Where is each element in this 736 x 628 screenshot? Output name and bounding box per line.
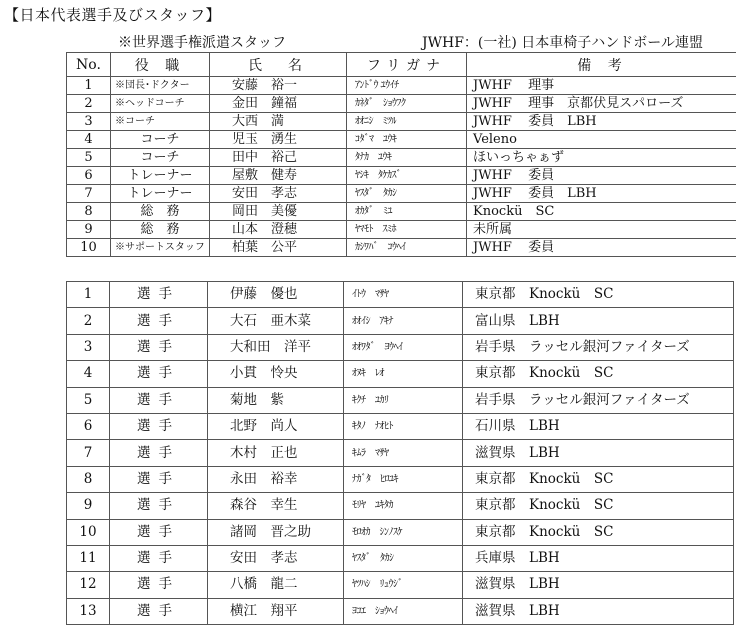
note-cell: JWHF 委員 LBH — [467, 113, 736, 131]
federation-label: JWHF：(一社) 日本車椅子ハンドボール連盟 — [422, 35, 704, 51]
table-row — [67, 413, 734, 439]
role-cell: ※団長･ドクター — [111, 77, 210, 95]
name-cell: 伊藤 優也 — [208, 282, 344, 308]
row-number: 1 — [67, 282, 110, 308]
table-row — [67, 334, 734, 360]
table-row — [67, 203, 736, 221]
table-row — [67, 545, 734, 571]
name-cell: 大石 亜木菜 — [208, 308, 344, 334]
row-number: 5 — [67, 387, 110, 413]
note-cell: JWHF 理事 — [467, 77, 736, 95]
table-row — [67, 308, 734, 334]
furigana-cell: ﾀﾅｶ ﾕｳｷ — [347, 149, 467, 167]
note-cell: JWHF 委員 — [467, 239, 736, 257]
furigana-cell: ﾔｼｷ ﾀｹｶｽﾞ — [347, 167, 467, 185]
role-cell: 選手 — [110, 545, 208, 571]
note-cell: 滋賀県 LBH — [463, 598, 734, 624]
role-cell: ※ヘッドコーチ — [111, 95, 210, 113]
header-name: 氏 名 — [210, 53, 347, 77]
furigana-cell: ｶｼﾜﾊﾞ ｺｳﾍｲ — [347, 239, 467, 257]
furigana-cell: ｷﾑﾗ ﾏｻﾔ — [344, 440, 463, 466]
note-cell: JWHF 理事 京都伏見スパローズ — [467, 95, 736, 113]
table-row — [67, 282, 734, 308]
table-row — [67, 77, 736, 95]
name-cell: 児玉 湧生 — [210, 131, 347, 149]
name-cell: 田中 裕己 — [210, 149, 347, 167]
note-cell: ほいっちゃぁず — [467, 149, 736, 167]
note-cell: 滋賀県 LBH — [463, 440, 734, 466]
role-cell: 選手 — [110, 572, 208, 598]
note-cell: 富山県 LBH — [463, 308, 734, 334]
row-number: 10 — [67, 239, 111, 257]
role-cell: トレーナー — [111, 185, 210, 203]
row-number: 1 — [67, 77, 111, 95]
table-row — [67, 466, 734, 492]
table-row — [67, 113, 736, 131]
note-cell: 滋賀県 LBH — [463, 572, 734, 598]
role-cell: コーチ — [111, 131, 210, 149]
furigana-cell: ｷﾀﾉ ﾅｵﾋﾄ — [344, 413, 463, 439]
furigana-cell: ﾖｺｴ ｼｮｳﾍｲ — [344, 598, 463, 624]
name-cell: 大西 満 — [210, 113, 347, 131]
furigana-cell: ｶﾈﾀﾞ ｼｮｳﾌｸ — [347, 95, 467, 113]
role-cell: 選手 — [110, 334, 208, 360]
furigana-cell: ｷｸﾁ ﾕｶﾘ — [344, 387, 463, 413]
row-number: 12 — [67, 572, 110, 598]
table-row — [67, 185, 736, 203]
row-number: 2 — [67, 308, 110, 334]
row-number: 3 — [67, 334, 110, 360]
note-cell: Veleno — [467, 131, 736, 149]
row-number: 7 — [67, 185, 111, 203]
role-cell: 選手 — [110, 308, 208, 334]
header-no: No. — [67, 53, 111, 77]
note-cell: 岩手県 ラッセル銀河ファイターズ — [463, 334, 734, 360]
role-cell: 総 務 — [111, 221, 210, 239]
furigana-cell: ﾔﾂﾊｼ ﾘｭｳｼﾞ — [344, 572, 463, 598]
furigana-cell: ｺﾀﾞﾏ ﾕｳｷ — [347, 131, 467, 149]
role-cell: 総 務 — [111, 203, 210, 221]
note-cell: 岩手県 ラッセル銀河ファイターズ — [463, 387, 734, 413]
row-number: 9 — [67, 221, 111, 239]
staff-subtitle: ※世界選手権派遣スタッフ — [118, 35, 286, 51]
role-cell: コーチ — [111, 149, 210, 167]
row-number: 10 — [67, 519, 110, 545]
table-row — [67, 493, 734, 519]
role-cell: 選手 — [110, 361, 208, 387]
note-cell: 東京都 Knockü SC — [463, 282, 734, 308]
name-cell: 大和田 洋平 — [208, 334, 344, 360]
table-row — [67, 598, 734, 624]
role-cell: ※サポートスタッフ — [111, 239, 210, 257]
row-number: 13 — [67, 598, 110, 624]
note-cell: 兵庫県 LBH — [463, 545, 734, 571]
note-cell: JWHF 委員 — [467, 167, 736, 185]
row-number: 8 — [67, 203, 111, 221]
furigana-cell: ｱﾝﾄﾞｳ ﾕｳｲﾁ — [347, 77, 467, 95]
furigana-cell: ｵｶﾀﾞ ﾐﾕ — [347, 203, 467, 221]
role-cell: 選手 — [110, 493, 208, 519]
table-row — [67, 440, 734, 466]
furigana-cell: ｵｵｲｼ ｱｷﾅ — [344, 308, 463, 334]
note-cell: JWHF 委員 LBH — [467, 185, 736, 203]
note-cell: 東京都 Knockü SC — [463, 493, 734, 519]
role-cell: 選手 — [110, 282, 208, 308]
row-number: 9 — [67, 493, 110, 519]
staff-table-header — [67, 53, 736, 77]
role-cell: 選手 — [110, 519, 208, 545]
name-cell: 金田 鐘福 — [210, 95, 347, 113]
note-cell: 東京都 Knockü SC — [463, 361, 734, 387]
note-cell: 東京都 Knockü SC — [463, 466, 734, 492]
furigana-cell: ﾓﾘﾔ ﾕｷﾀｶ — [344, 493, 463, 519]
header-kana: フリガナ — [347, 53, 467, 77]
role-cell: ※コーチ — [111, 113, 210, 131]
table-row — [67, 387, 734, 413]
name-cell: 永田 裕幸 — [208, 466, 344, 492]
table-row — [67, 167, 736, 185]
furigana-cell: ﾔﾏﾓﾄ ｽﾐﾎ — [347, 221, 467, 239]
role-cell: トレーナー — [111, 167, 210, 185]
header-note: 備 考 — [467, 53, 736, 77]
furigana-cell: ﾓﾛｵｶ ｼﾝﾉｽｹ — [344, 519, 463, 545]
furigana-cell: ﾔｽﾀﾞ ﾀｶｼ — [347, 185, 467, 203]
table-row — [67, 361, 734, 387]
name-cell: 安田 孝志 — [208, 545, 344, 571]
furigana-cell: ﾅｶﾞﾀ ﾋﾛﾕｷ — [344, 466, 463, 492]
row-number: 7 — [67, 440, 110, 466]
name-cell: 柏葉 公平 — [210, 239, 347, 257]
row-number: 3 — [67, 113, 111, 131]
row-number: 5 — [67, 149, 111, 167]
name-cell: 菊地 紫 — [208, 387, 344, 413]
staff-table — [66, 52, 736, 257]
note-cell: 石川県 LBH — [463, 413, 734, 439]
table-row — [67, 239, 736, 257]
note-cell: Knockü SC — [467, 203, 736, 221]
row-number: 4 — [67, 361, 110, 387]
role-cell: 選手 — [110, 466, 208, 492]
furigana-cell: ﾔｽﾀﾞ ﾀｶｼ — [344, 545, 463, 571]
note-cell: 未所属 — [467, 221, 736, 239]
table-row — [67, 95, 736, 113]
row-number: 2 — [67, 95, 111, 113]
role-cell: 選手 — [110, 440, 208, 466]
table-row — [67, 221, 736, 239]
table-row — [67, 519, 734, 545]
furigana-cell: ｵｵﾆｼ ﾐﾂﾙ — [347, 113, 467, 131]
row-number: 8 — [67, 466, 110, 492]
name-cell: 安田 孝志 — [210, 185, 347, 203]
document-title: 【日本代表選手及びスタッフ】 — [4, 6, 222, 24]
name-cell: 安藤 裕一 — [210, 77, 347, 95]
role-cell: 選手 — [110, 413, 208, 439]
name-cell: 小貫 怜央 — [208, 361, 344, 387]
name-cell: 山本 澄穂 — [210, 221, 347, 239]
name-cell: 北野 尚人 — [208, 413, 344, 439]
row-number: 4 — [67, 131, 111, 149]
player-table — [66, 281, 734, 625]
name-cell: 諸岡 晋之助 — [208, 519, 344, 545]
role-cell: 選手 — [110, 387, 208, 413]
furigana-cell: ｵｵﾜﾀﾞ ﾖｳﾍｲ — [344, 334, 463, 360]
table-row — [67, 149, 736, 167]
name-cell: 岡田 美優 — [210, 203, 347, 221]
name-cell: 森谷 幸生 — [208, 493, 344, 519]
furigana-cell: ｵﾇｷ ﾚｵ — [344, 361, 463, 387]
name-cell: 木村 正也 — [208, 440, 344, 466]
name-cell: 八橋 龍二 — [208, 572, 344, 598]
role-cell: 選手 — [110, 598, 208, 624]
table-row — [67, 131, 736, 149]
table-row — [67, 572, 734, 598]
header-role: 役 職 — [111, 53, 210, 77]
note-cell: 東京都 Knockü SC — [463, 519, 734, 545]
row-number: 11 — [67, 545, 110, 571]
furigana-cell: ｲﾄｳ ﾏｻﾔ — [344, 282, 463, 308]
row-number: 6 — [67, 167, 111, 185]
name-cell: 横江 翔平 — [208, 598, 344, 624]
name-cell: 屋敷 健寿 — [210, 167, 347, 185]
row-number: 6 — [67, 413, 110, 439]
